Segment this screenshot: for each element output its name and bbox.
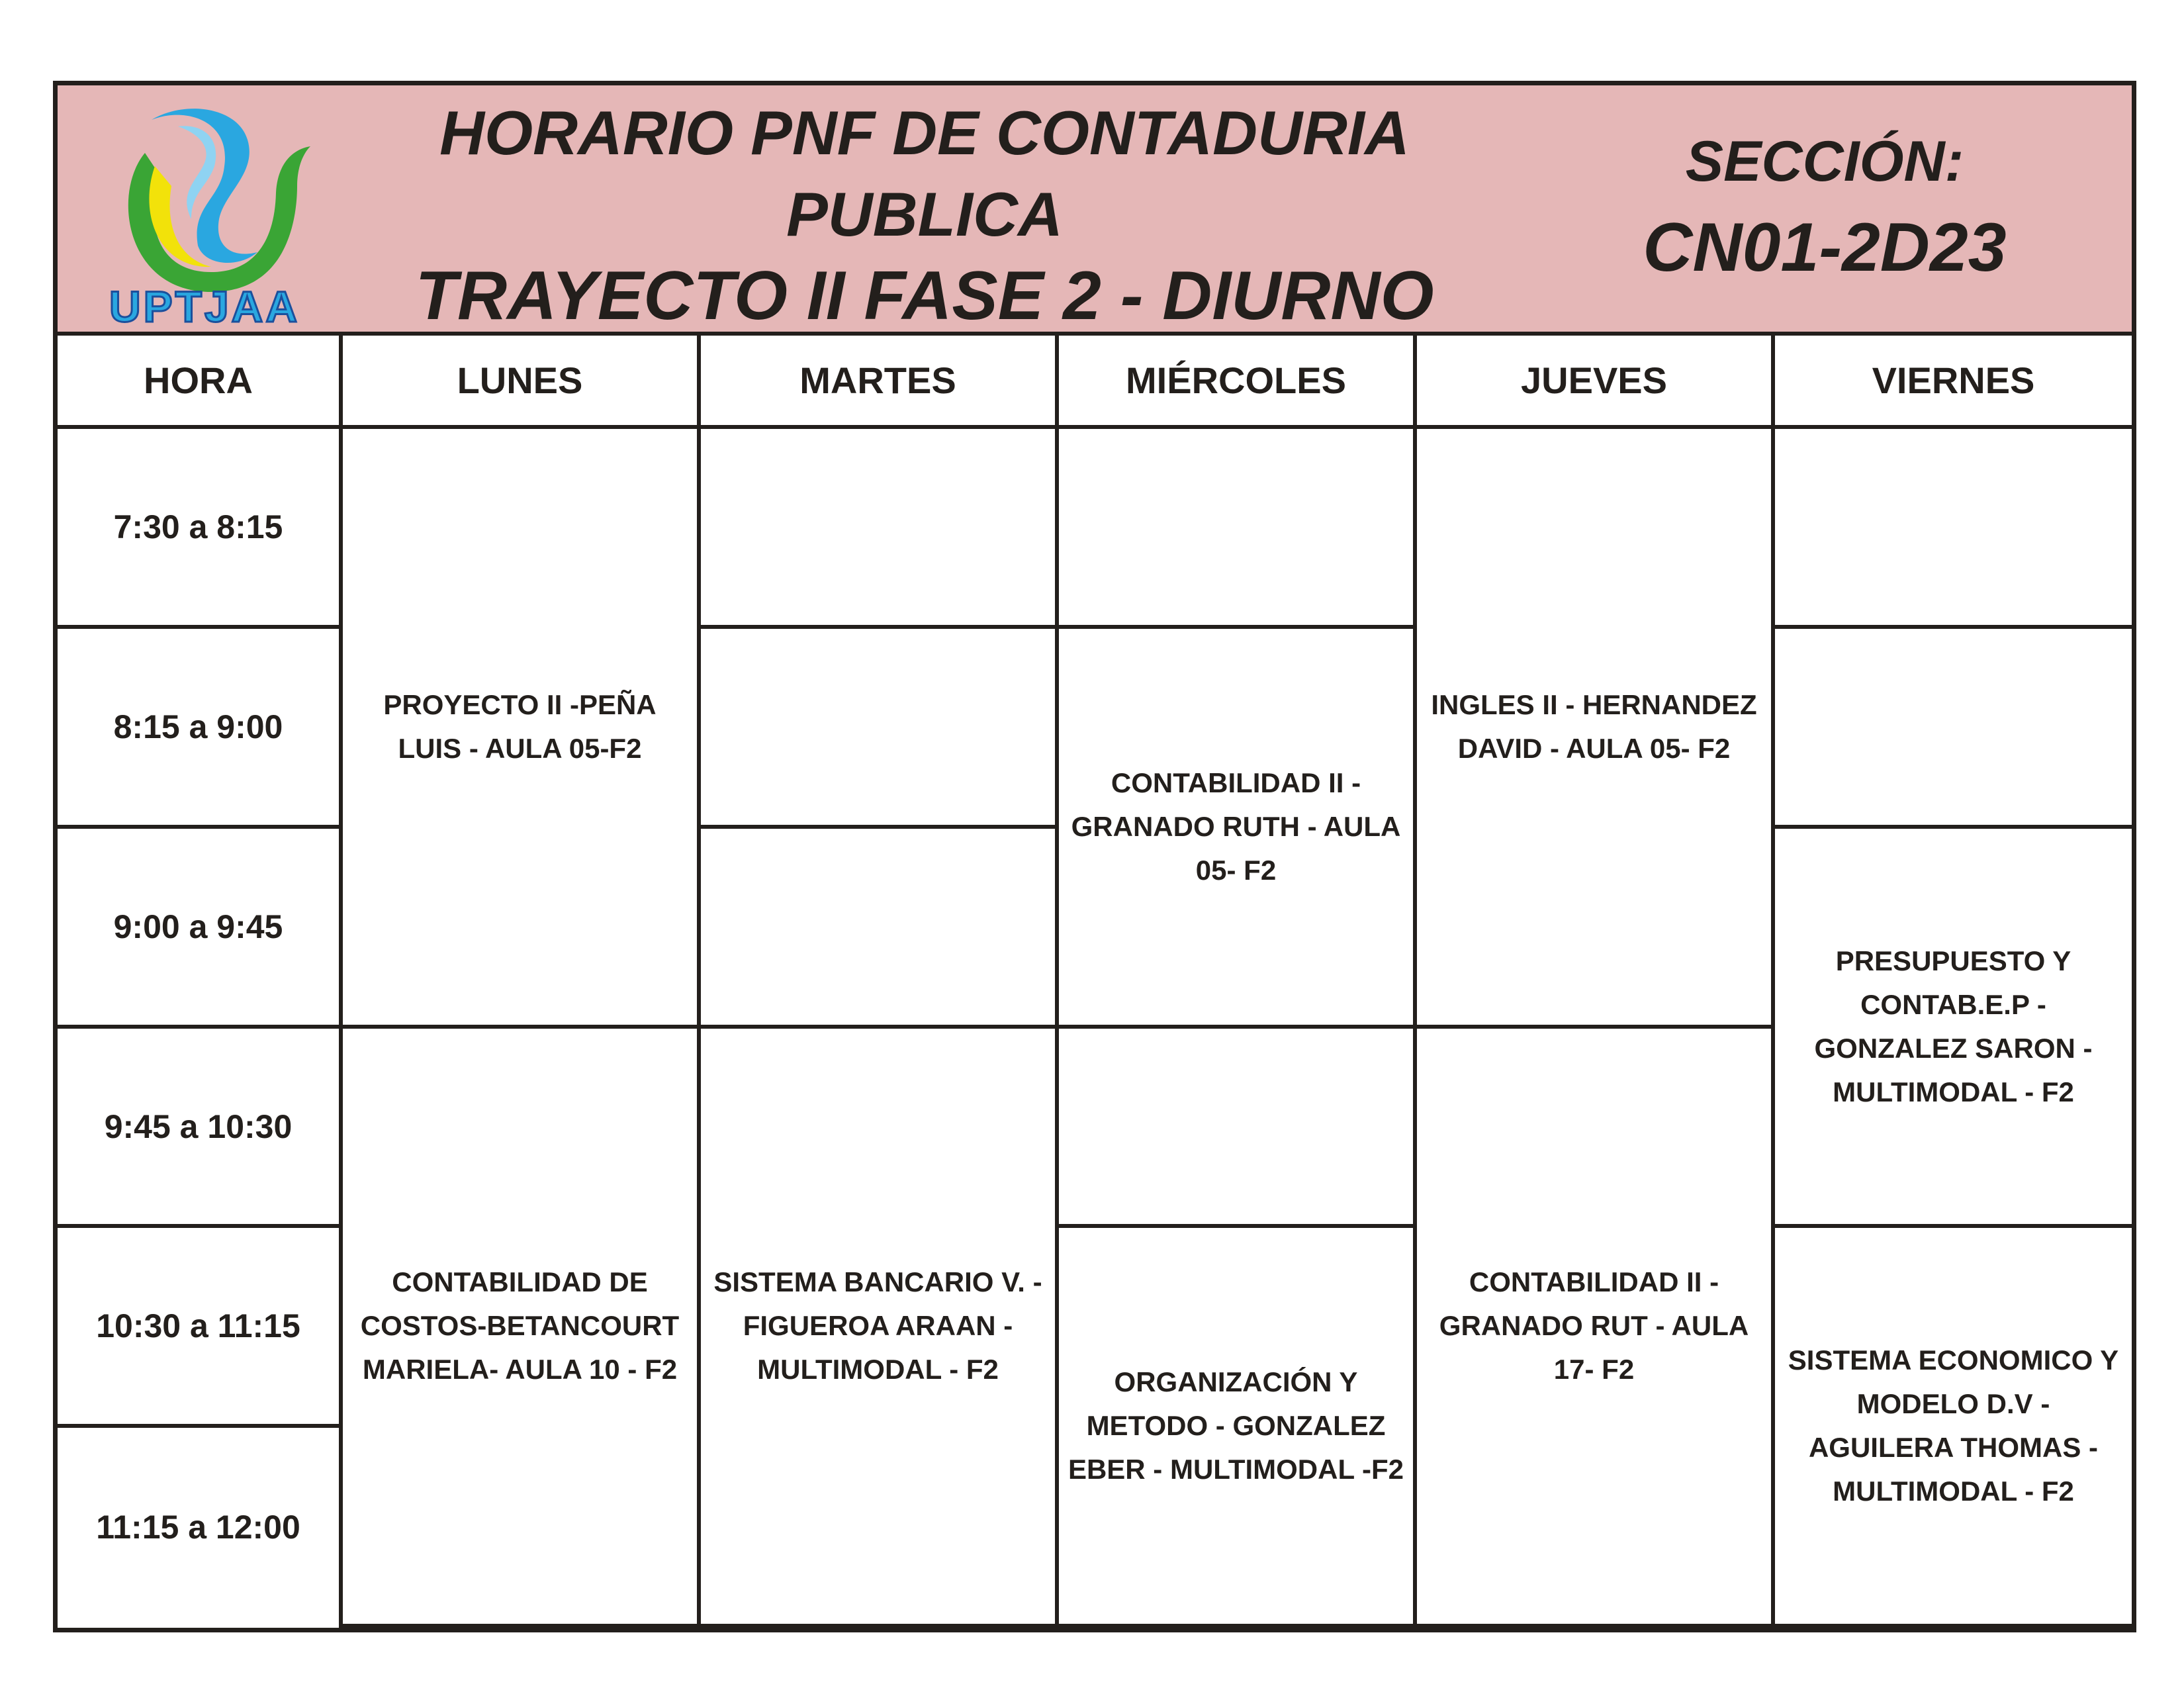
class-cell-miercoles: CONTABILIDAD II - GRANADO RUTH - AULA 05- F2 [1057, 627, 1415, 1027]
empty-cell [699, 627, 1057, 827]
column-header-hora: HORA [58, 336, 341, 427]
schedule-table [58, 336, 2132, 1628]
hour-cell: 9:00 a 9:45 [58, 827, 341, 1027]
empty-cell [699, 827, 1057, 1027]
title-line-3: TRAYECTO II FASE 2 - DIURNO [415, 258, 1434, 334]
column-header-jueves: JUEVES [1415, 336, 1773, 427]
header-banner [58, 85, 2132, 336]
empty-cell [1773, 427, 2132, 627]
title-line-1: HORARIO PNF DE CONTADURIA [439, 98, 1410, 167]
hour-cell: 7:30 a 8:15 [58, 427, 341, 627]
column-header-viernes: VIERNES [1773, 336, 2132, 427]
column-header-lunes: LUNES [341, 336, 699, 427]
section-label: SECCIÓN: [1685, 130, 1964, 193]
header-row [58, 336, 2132, 427]
column-header-miercoles: MIÉRCOLES [1057, 336, 1415, 427]
class-cell-jueves: INGLES II - HERNANDEZ DAVID - AULA 05- F2 [1415, 427, 1773, 1026]
logo-text: UPTJAA [109, 282, 300, 331]
hour-cell: 11:15 a 12:00 [58, 1426, 341, 1626]
empty-cell [1057, 427, 1415, 627]
title-line-2: PUBLICA [786, 179, 1063, 249]
class-cell-viernes: PRESUPUESTO Y CONTAB.E.P - GONZALEZ SARON - MULTIMODAL - F2 [1773, 827, 2132, 1227]
empty-cell [1057, 1027, 1415, 1227]
class-cell-jueves: CONTABILIDAD II - GRANADO RUT - AULA 17- F2 [1415, 1027, 1773, 1626]
empty-cell [1773, 627, 2132, 827]
hour-cell: 9:45 a 10:30 [58, 1027, 341, 1227]
class-cell-lunes: PROYECTO II -PEÑA LUIS - AULA 05-F2 [341, 427, 699, 1026]
class-cell-miercoles: ORGANIZACIÓN Y METODO - GONZALEZ EBER - MULTIMODAL -F2 [1057, 1226, 1415, 1626]
uptjaa-logo [99, 93, 310, 332]
empty-cell [699, 427, 1057, 627]
column-header-martes: MARTES [699, 336, 1057, 427]
section-code: CN01-2D23 [1643, 209, 2007, 286]
hour-cell: 10:30 a 11:15 [58, 1226, 341, 1426]
table-row [58, 427, 2132, 627]
schedule-sheet [53, 81, 2136, 1632]
class-cell-lunes: CONTABILIDAD DE COSTOS-BETANCOURT MARIELA- AULA 10 - F2 [341, 1027, 699, 1626]
class-cell-viernes: SISTEMA ECONOMICO Y MODELO D.V - AGUILERA THOMAS - MULTIMODAL - F2 [1773, 1226, 2132, 1626]
class-cell-martes: SISTEMA BANCARIO V. - FIGUEROA ARAAN - MULTIMODAL - F2 [699, 1027, 1057, 1626]
hour-cell: 8:15 a 9:00 [58, 627, 341, 827]
